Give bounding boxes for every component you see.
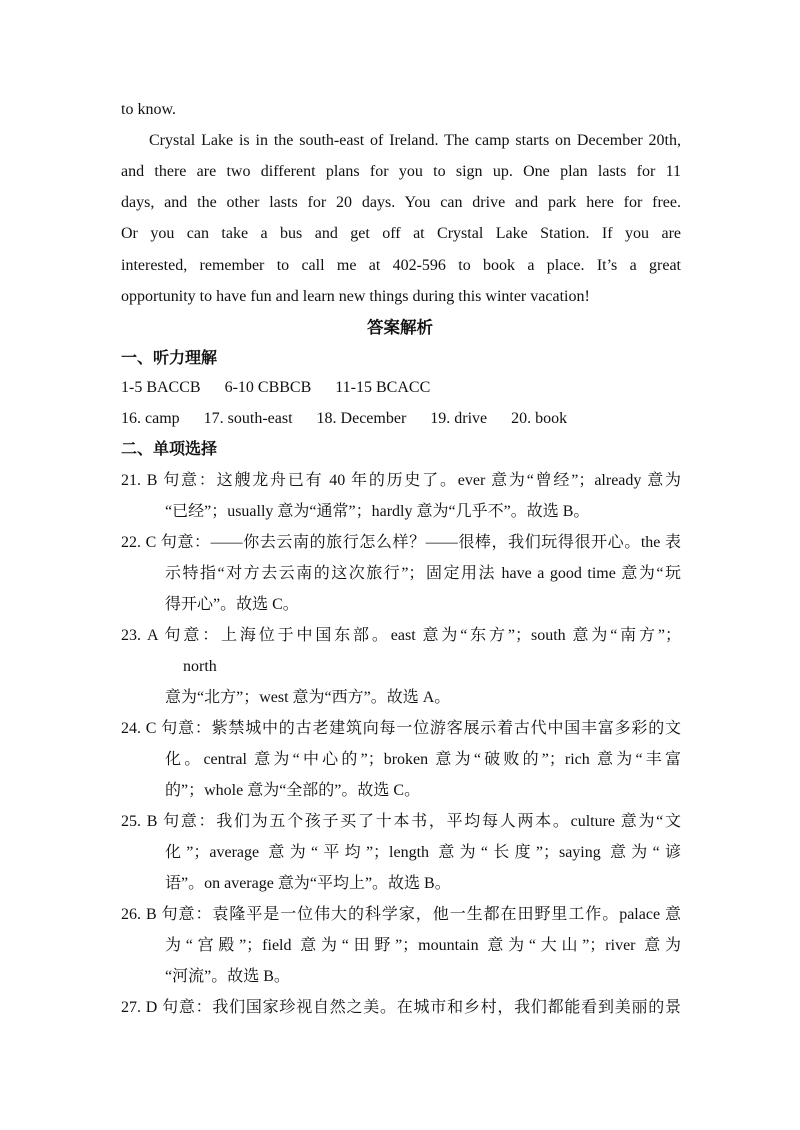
- item-line: 语”。on average 意为“平均上”。故选 B。: [165, 875, 451, 892]
- item-line: 25. B 句意：我们为五个孩子买了十本书，平均每人两本。culture 意为“文: [121, 813, 681, 830]
- passage-line: to know.: [121, 101, 176, 118]
- item-line: “已经”；usually 意为“通常”；hardly 意为“几乎不”。故选 B。: [165, 503, 590, 520]
- answer-group: 11-15 BCACC: [335, 379, 431, 396]
- item-line: 23. A 句意：上海位于中国东部。east 意为“东方”；south 意为“南方”；: [121, 627, 681, 644]
- answer-group: 20. book: [511, 410, 568, 427]
- item-line: 的”；whole 意为“全部的”。故选 C。: [165, 782, 421, 799]
- passage-line: opportunity to have fun and learn new things during this winter vacation!: [121, 288, 590, 305]
- passage-line: Crystal Lake is in the south-east of Ireland. The camp starts on December 20th,: [149, 132, 681, 149]
- passage-line: days, and the other lasts for 20 days. You can drive and park here for free.: [121, 194, 681, 211]
- answer-group: 1-5 BACCB: [121, 379, 201, 396]
- answer-group: 6-10 CBBCB: [224, 379, 312, 396]
- answer-row: [121, 378, 681, 398]
- section-heading-listening: 一、听力理解: [121, 350, 218, 367]
- item-line: 意为“北方”；west 意为“西方”。故选 A。: [165, 689, 451, 706]
- item-line: 21. B 句意：这艘龙舟已有 40 年的历史了。ever 意为“曾经”；already 意为: [121, 472, 681, 489]
- item-line: 26. B 句意：袁隆平是一位伟大的科学家，他一生都在田野里工作。palace 意: [121, 906, 681, 923]
- item-line: 22. C 句意：——你去云南的旅行怎么样？——很棒，我们玩得很开心。the 表: [121, 534, 681, 551]
- answer-row: [121, 409, 681, 429]
- item-line: 为“宫殿”；field 意为“田野”；mountain 意为“大山”；river 意为: [165, 937, 681, 954]
- passage-line: interested, remember to call me at 402-596 to book a place. It’s a great: [121, 257, 681, 274]
- answer-group: 17. south-east: [203, 410, 293, 427]
- item-line: 24. C 句意：紫禁城中的古老建筑向每一位游客展示着古代中国丰富多彩的文: [121, 720, 681, 737]
- answer-group: 18. December: [316, 410, 407, 427]
- item-line: 得开心”。故选 C。: [165, 596, 299, 613]
- item-line: 示特指“对方去云南的这次旅行”；固定用法 have a good time 意为“玩: [165, 565, 681, 582]
- passage-line: Or you can take a bus and get off at Crystal Lake Station. If you are: [121, 225, 681, 242]
- answer-group: 19. drive: [430, 410, 488, 427]
- passage-line: and there are two different plans for you to sign up. One plan lasts for 11: [121, 163, 681, 180]
- item-line: “河流”。故选 B。: [165, 968, 290, 985]
- section-heading-choice: 二、单项选择: [121, 441, 218, 458]
- answer-group: 16. camp: [121, 410, 180, 427]
- item-line: 化”；average 意为“平均”；length 意为“长度”；saying 意为“谚: [165, 844, 681, 861]
- answer-title: 答案解析: [367, 318, 433, 337]
- item-line: 27. D 句意：我们国家珍视自然之美。在城市和乡村，我们都能看到美丽的景: [121, 999, 681, 1016]
- item-line: 化。central 意为“中心的”；broken 意为“破败的”；rich 意为“丰富: [165, 751, 681, 768]
- item-line: north: [183, 658, 217, 675]
